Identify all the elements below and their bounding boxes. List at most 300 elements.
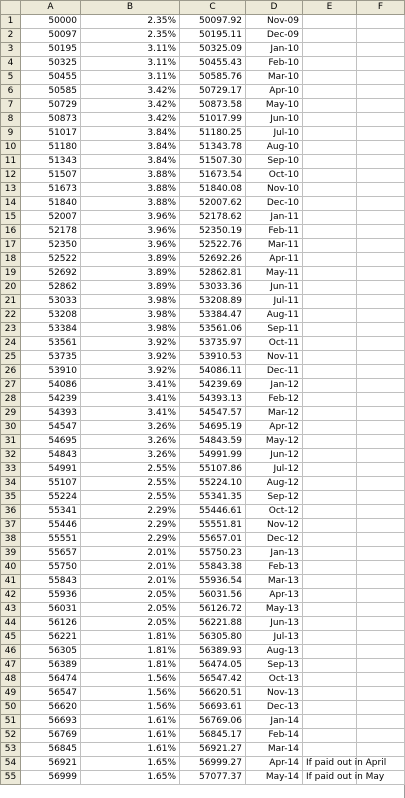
column-header-a[interactable]: A — [21, 1, 81, 15]
row-header[interactable]: 11 — [1, 155, 21, 169]
cell-c[interactable]: 53384.47 — [180, 309, 246, 323]
cell-a[interactable]: 52007 — [21, 211, 81, 225]
cell-c[interactable]: 51673.54 — [180, 169, 246, 183]
cell-d[interactable]: Sep-10 — [246, 155, 303, 169]
cell-b[interactable]: 3.96% — [81, 211, 180, 225]
cell-b[interactable]: 3.92% — [81, 337, 180, 351]
cell-c[interactable]: 56693.61 — [180, 701, 246, 715]
cell-c[interactable]: 56126.72 — [180, 603, 246, 617]
cell-c[interactable]: 54393.13 — [180, 393, 246, 407]
row-header[interactable]: 19 — [1, 267, 21, 281]
cell-b[interactable]: 2.55% — [81, 491, 180, 505]
cell-a[interactable]: 54695 — [21, 435, 81, 449]
cell-f[interactable] — [357, 379, 405, 393]
cell-e[interactable] — [303, 449, 357, 463]
cell-f[interactable] — [357, 659, 405, 673]
cell-d[interactable]: Apr-14 — [246, 757, 303, 771]
select-all-corner[interactable] — [1, 1, 21, 15]
cell-f[interactable] — [357, 701, 405, 715]
cell-a[interactable]: 55843 — [21, 575, 81, 589]
cell-c[interactable]: 56999.27 — [180, 757, 246, 771]
cell-a[interactable]: 54843 — [21, 449, 81, 463]
cell-f[interactable] — [357, 351, 405, 365]
cell-a[interactable]: 56305 — [21, 645, 81, 659]
cell-b[interactable]: 3.98% — [81, 295, 180, 309]
cell-d[interactable]: Aug-13 — [246, 645, 303, 659]
cell-b[interactable]: 3.42% — [81, 85, 180, 99]
cell-c[interactable]: 55657.01 — [180, 533, 246, 547]
cell-b[interactable]: 1.65% — [81, 757, 180, 771]
column-header-b[interactable]: B — [81, 1, 180, 15]
cell-f[interactable] — [357, 57, 405, 71]
cell-d[interactable]: Dec-12 — [246, 533, 303, 547]
cell-b[interactable]: 3.11% — [81, 57, 180, 71]
cell-e[interactable] — [303, 57, 357, 71]
cell-d[interactable]: Dec-09 — [246, 29, 303, 43]
row-header[interactable]: 53 — [1, 743, 21, 757]
cell-c[interactable]: 50729.17 — [180, 85, 246, 99]
cell-f[interactable] — [357, 421, 405, 435]
cell-c[interactable]: 52862.81 — [180, 267, 246, 281]
row-header[interactable]: 20 — [1, 281, 21, 295]
cell-a[interactable]: 56474 — [21, 673, 81, 687]
cell-f[interactable] — [357, 169, 405, 183]
cell-c[interactable]: 54991.99 — [180, 449, 246, 463]
cell-b[interactable]: 3.88% — [81, 197, 180, 211]
cell-d[interactable]: Sep-13 — [246, 659, 303, 673]
cell-f[interactable] — [357, 253, 405, 267]
row-header[interactable]: 47 — [1, 659, 21, 673]
cell-c[interactable]: 56474.05 — [180, 659, 246, 673]
cell-d[interactable]: Nov-10 — [246, 183, 303, 197]
cell-e[interactable] — [303, 421, 357, 435]
cell-b[interactable]: 3.98% — [81, 323, 180, 337]
cell-b[interactable]: 3.89% — [81, 281, 180, 295]
cell-f[interactable] — [357, 561, 405, 575]
cell-c[interactable]: 53033.36 — [180, 281, 246, 295]
row-header[interactable]: 43 — [1, 603, 21, 617]
cell-f[interactable] — [357, 71, 405, 85]
cell-b[interactable]: 2.01% — [81, 575, 180, 589]
row-header[interactable]: 17 — [1, 239, 21, 253]
cell-f[interactable] — [357, 43, 405, 57]
cell-e[interactable] — [303, 519, 357, 533]
cell-d[interactable]: Mar-10 — [246, 71, 303, 85]
cell-f[interactable] — [357, 393, 405, 407]
cell-c[interactable]: 52350.19 — [180, 225, 246, 239]
cell-b[interactable]: 2.29% — [81, 533, 180, 547]
cell-b[interactable]: 3.89% — [81, 267, 180, 281]
cell-a[interactable]: 50585 — [21, 85, 81, 99]
cell-f[interactable] — [357, 197, 405, 211]
cell-f[interactable] — [357, 435, 405, 449]
cell-b[interactable]: 1.81% — [81, 645, 180, 659]
column-header-d[interactable]: D — [246, 1, 303, 15]
cell-a[interactable]: 50729 — [21, 99, 81, 113]
cell-c[interactable]: 53735.97 — [180, 337, 246, 351]
cell-e[interactable] — [303, 323, 357, 337]
row-header[interactable]: 32 — [1, 449, 21, 463]
cell-a[interactable]: 51343 — [21, 155, 81, 169]
cell-e[interactable] — [303, 533, 357, 547]
cell-e[interactable] — [303, 561, 357, 575]
cell-c[interactable]: 50325.09 — [180, 43, 246, 57]
cell-a[interactable]: 51017 — [21, 127, 81, 141]
cell-b[interactable]: 3.42% — [81, 99, 180, 113]
cell-e[interactable] — [303, 183, 357, 197]
cell-a[interactable]: 50195 — [21, 43, 81, 57]
cell-e[interactable] — [303, 337, 357, 351]
cell-a[interactable]: 55551 — [21, 533, 81, 547]
cell-c[interactable]: 50195.11 — [180, 29, 246, 43]
row-header[interactable]: 10 — [1, 141, 21, 155]
cell-a[interactable]: 55750 — [21, 561, 81, 575]
cell-f[interactable] — [357, 603, 405, 617]
cell-e[interactable] — [303, 729, 357, 743]
cell-f[interactable] — [357, 575, 405, 589]
cell-a[interactable]: 51840 — [21, 197, 81, 211]
cell-d[interactable]: Oct-12 — [246, 505, 303, 519]
cell-d[interactable]: Jul-13 — [246, 631, 303, 645]
cell-b[interactable]: 2.05% — [81, 603, 180, 617]
cell-a[interactable]: 51673 — [21, 183, 81, 197]
cell-a[interactable]: 50325 — [21, 57, 81, 71]
cell-b[interactable]: 3.11% — [81, 71, 180, 85]
row-header[interactable]: 18 — [1, 253, 21, 267]
cell-d[interactable]: Feb-13 — [246, 561, 303, 575]
cell-e[interactable] — [303, 477, 357, 491]
cell-a[interactable]: 53384 — [21, 323, 81, 337]
cell-e[interactable] — [303, 645, 357, 659]
cell-e[interactable] — [303, 407, 357, 421]
row-header[interactable]: 36 — [1, 505, 21, 519]
cell-d[interactable]: Nov-09 — [246, 15, 303, 29]
cell-b[interactable]: 2.01% — [81, 547, 180, 561]
cell-b[interactable]: 1.65% — [81, 771, 180, 785]
cell-b[interactable]: 2.55% — [81, 477, 180, 491]
cell-b[interactable]: 1.61% — [81, 715, 180, 729]
row-header[interactable]: 22 — [1, 309, 21, 323]
cell-c[interactable]: 56547.42 — [180, 673, 246, 687]
cell-d[interactable]: Apr-11 — [246, 253, 303, 267]
cell-a[interactable]: 56620 — [21, 701, 81, 715]
cell-e[interactable] — [303, 141, 357, 155]
cell-f[interactable] — [357, 15, 405, 29]
cell-f[interactable] — [357, 113, 405, 127]
cell-d[interactable]: Mar-12 — [246, 407, 303, 421]
cell-e[interactable] — [303, 211, 357, 225]
cell-d[interactable]: Feb-12 — [246, 393, 303, 407]
cell-a[interactable]: 56769 — [21, 729, 81, 743]
row-header[interactable]: 2 — [1, 29, 21, 43]
row-header[interactable]: 55 — [1, 771, 21, 785]
cell-c[interactable]: 53910.53 — [180, 351, 246, 365]
row-header[interactable]: 37 — [1, 519, 21, 533]
cell-c[interactable]: 56921.27 — [180, 743, 246, 757]
cell-f[interactable] — [357, 211, 405, 225]
cell-b[interactable]: 3.98% — [81, 309, 180, 323]
row-header[interactable]: 49 — [1, 687, 21, 701]
cell-c[interactable]: 54547.57 — [180, 407, 246, 421]
row-header[interactable]: 27 — [1, 379, 21, 393]
cell-c[interactable]: 50585.76 — [180, 71, 246, 85]
cell-b[interactable]: 3.84% — [81, 141, 180, 155]
row-header[interactable]: 30 — [1, 421, 21, 435]
cell-f[interactable] — [357, 267, 405, 281]
cell-f[interactable] — [357, 645, 405, 659]
cell-e[interactable] — [303, 197, 357, 211]
row-header[interactable]: 14 — [1, 197, 21, 211]
cell-c[interactable]: 54086.11 — [180, 365, 246, 379]
cell-f[interactable] — [357, 449, 405, 463]
cell-f[interactable] — [357, 225, 405, 239]
cell-b[interactable]: 1.61% — [81, 729, 180, 743]
cell-b[interactable]: 3.89% — [81, 253, 180, 267]
cell-a[interactable]: 56845 — [21, 743, 81, 757]
cell-b[interactable]: 3.11% — [81, 43, 180, 57]
cell-e[interactable] — [303, 71, 357, 85]
cell-a[interactable]: 54547 — [21, 421, 81, 435]
row-header[interactable]: 54 — [1, 757, 21, 771]
cell-d[interactable]: Feb-11 — [246, 225, 303, 239]
cell-a[interactable]: 51180 — [21, 141, 81, 155]
cell-f[interactable] — [357, 85, 405, 99]
cell-d[interactable]: Aug-10 — [246, 141, 303, 155]
cell-a[interactable]: 53208 — [21, 309, 81, 323]
cell-c[interactable]: 55224.10 — [180, 477, 246, 491]
cell-c[interactable]: 53208.89 — [180, 295, 246, 309]
cell-c[interactable]: 51180.25 — [180, 127, 246, 141]
cell-c[interactable]: 55936.54 — [180, 575, 246, 589]
cell-d[interactable]: May-12 — [246, 435, 303, 449]
cell-b[interactable]: 1.81% — [81, 631, 180, 645]
cell-e[interactable] — [303, 379, 357, 393]
cell-c[interactable]: 56769.06 — [180, 715, 246, 729]
cell-a[interactable]: 55107 — [21, 477, 81, 491]
cell-d[interactable]: Nov-13 — [246, 687, 303, 701]
cell-d[interactable]: Jun-11 — [246, 281, 303, 295]
cell-a[interactable]: 50097 — [21, 29, 81, 43]
cell-c[interactable]: 56305.80 — [180, 631, 246, 645]
cell-a[interactable]: 54239 — [21, 393, 81, 407]
cell-e[interactable] — [303, 169, 357, 183]
cell-c[interactable]: 50873.58 — [180, 99, 246, 113]
cell-b[interactable]: 2.29% — [81, 519, 180, 533]
cell-a[interactable]: 50873 — [21, 113, 81, 127]
cell-e[interactable] — [303, 701, 357, 715]
column-header-e[interactable]: E — [303, 1, 357, 15]
cell-d[interactable]: Jan-11 — [246, 211, 303, 225]
cell-e[interactable] — [303, 267, 357, 281]
cell-e[interactable] — [303, 29, 357, 43]
cell-f[interactable] — [357, 365, 405, 379]
cell-d[interactable]: Oct-13 — [246, 673, 303, 687]
cell-e[interactable] — [303, 603, 357, 617]
cell-d[interactable]: May-10 — [246, 99, 303, 113]
cell-d[interactable]: Apr-10 — [246, 85, 303, 99]
cell-a[interactable]: 53910 — [21, 365, 81, 379]
column-header-c[interactable]: C — [180, 1, 246, 15]
row-header[interactable]: 33 — [1, 463, 21, 477]
row-header[interactable]: 9 — [1, 127, 21, 141]
cell-d[interactable]: Mar-13 — [246, 575, 303, 589]
cell-a[interactable]: 54086 — [21, 379, 81, 393]
cell-b[interactable]: 2.35% — [81, 15, 180, 29]
cell-c[interactable]: 55551.81 — [180, 519, 246, 533]
cell-d[interactable]: Jan-12 — [246, 379, 303, 393]
cell-b[interactable]: 3.88% — [81, 169, 180, 183]
row-header[interactable]: 28 — [1, 393, 21, 407]
cell-a[interactable]: 56921 — [21, 757, 81, 771]
row-header[interactable]: 12 — [1, 169, 21, 183]
row-header[interactable]: 35 — [1, 491, 21, 505]
cell-a[interactable]: 54393 — [21, 407, 81, 421]
cell-d[interactable]: May-14 — [246, 771, 303, 785]
cell-e[interactable] — [303, 463, 357, 477]
cell-e[interactable] — [303, 687, 357, 701]
cell-f[interactable] — [357, 589, 405, 603]
cell-d[interactable]: Sep-12 — [246, 491, 303, 505]
cell-c[interactable]: 55750.23 — [180, 547, 246, 561]
cell-c[interactable]: 51840.08 — [180, 183, 246, 197]
cell-f[interactable] — [357, 631, 405, 645]
cell-a[interactable]: 50455 — [21, 71, 81, 85]
cell-d[interactable]: Dec-13 — [246, 701, 303, 715]
cell-f[interactable] — [357, 533, 405, 547]
cell-b[interactable]: 3.26% — [81, 421, 180, 435]
row-header[interactable]: 34 — [1, 477, 21, 491]
cell-a[interactable]: 55657 — [21, 547, 81, 561]
row-header[interactable]: 25 — [1, 351, 21, 365]
cell-b[interactable]: 1.56% — [81, 687, 180, 701]
cell-e[interactable] — [303, 239, 357, 253]
cell-e[interactable] — [303, 743, 357, 757]
row-header[interactable]: 1 — [1, 15, 21, 29]
cell-d[interactable]: Feb-10 — [246, 57, 303, 71]
cell-d[interactable]: Aug-12 — [246, 477, 303, 491]
row-header[interactable]: 29 — [1, 407, 21, 421]
cell-c[interactable]: 56221.88 — [180, 617, 246, 631]
cell-e[interactable] — [303, 393, 357, 407]
cell-d[interactable]: Dec-10 — [246, 197, 303, 211]
cell-b[interactable]: 1.56% — [81, 673, 180, 687]
cell-c[interactable]: 54695.19 — [180, 421, 246, 435]
cell-f[interactable] — [357, 281, 405, 295]
row-header[interactable]: 21 — [1, 295, 21, 309]
cell-c[interactable]: 52692.26 — [180, 253, 246, 267]
cell-e[interactable] — [303, 351, 357, 365]
row-header[interactable]: 50 — [1, 701, 21, 715]
cell-e[interactable] — [303, 435, 357, 449]
cell-d[interactable]: Jun-13 — [246, 617, 303, 631]
row-header[interactable]: 26 — [1, 365, 21, 379]
cell-a[interactable]: 56693 — [21, 715, 81, 729]
row-header[interactable]: 46 — [1, 645, 21, 659]
row-header[interactable]: 48 — [1, 673, 21, 687]
cell-e[interactable] — [303, 281, 357, 295]
cell-e[interactable] — [303, 575, 357, 589]
cell-d[interactable]: Oct-10 — [246, 169, 303, 183]
cell-a[interactable]: 51507 — [21, 169, 81, 183]
cell-b[interactable]: 3.96% — [81, 239, 180, 253]
cell-d[interactable]: Jan-14 — [246, 715, 303, 729]
cell-d[interactable]: Jul-12 — [246, 463, 303, 477]
row-header[interactable]: 3 — [1, 43, 21, 57]
cell-b[interactable]: 1.56% — [81, 701, 180, 715]
cell-f[interactable] — [357, 239, 405, 253]
cell-d[interactable]: Oct-11 — [246, 337, 303, 351]
cell-e[interactable] — [303, 127, 357, 141]
cell-e[interactable] — [303, 225, 357, 239]
cell-c[interactable]: 51343.78 — [180, 141, 246, 155]
row-header[interactable]: 39 — [1, 547, 21, 561]
cell-f[interactable] — [357, 617, 405, 631]
cell-c[interactable]: 52522.76 — [180, 239, 246, 253]
cell-a[interactable]: 52862 — [21, 281, 81, 295]
cell-e[interactable] — [303, 295, 357, 309]
cell-b[interactable]: 1.61% — [81, 743, 180, 757]
cell-c[interactable]: 56845.17 — [180, 729, 246, 743]
cell-a[interactable]: 56031 — [21, 603, 81, 617]
cell-e[interactable] — [303, 505, 357, 519]
cell-e[interactable] — [303, 43, 357, 57]
cell-f[interactable] — [357, 729, 405, 743]
row-header[interactable]: 38 — [1, 533, 21, 547]
cell-e[interactable] — [303, 491, 357, 505]
cell-a[interactable]: 52692 — [21, 267, 81, 281]
cell-e[interactable] — [303, 631, 357, 645]
cell-b[interactable]: 2.35% — [81, 29, 180, 43]
cell-e[interactable] — [303, 617, 357, 631]
cell-d[interactable]: Sep-11 — [246, 323, 303, 337]
cell-b[interactable]: 3.84% — [81, 155, 180, 169]
cell-f[interactable] — [357, 309, 405, 323]
row-header[interactable]: 44 — [1, 617, 21, 631]
cell-d[interactable]: Mar-11 — [246, 239, 303, 253]
cell-a[interactable]: 52522 — [21, 253, 81, 267]
cell-f[interactable] — [357, 407, 405, 421]
cell-b[interactable]: 3.41% — [81, 379, 180, 393]
cell-a[interactable]: 56999 — [21, 771, 81, 785]
cell-c[interactable]: 55843.38 — [180, 561, 246, 575]
row-header[interactable]: 5 — [1, 71, 21, 85]
cell-b[interactable]: 3.41% — [81, 407, 180, 421]
cell-e[interactable] — [303, 99, 357, 113]
cell-f[interactable] — [357, 337, 405, 351]
cell-c[interactable]: 56620.51 — [180, 687, 246, 701]
cell-e[interactable] — [303, 365, 357, 379]
cell-e[interactable] — [303, 253, 357, 267]
cell-a[interactable]: 53561 — [21, 337, 81, 351]
cell-f[interactable] — [357, 29, 405, 43]
cell-c[interactable]: 57077.37 — [180, 771, 246, 785]
cell-a[interactable]: 55936 — [21, 589, 81, 603]
cell-e[interactable] — [303, 715, 357, 729]
cell-c[interactable]: 56031.56 — [180, 589, 246, 603]
cell-e[interactable] — [303, 309, 357, 323]
cell-a[interactable]: 56221 — [21, 631, 81, 645]
cell-c[interactable]: 52007.62 — [180, 197, 246, 211]
cell-d[interactable]: Jun-10 — [246, 113, 303, 127]
cell-f[interactable] — [357, 743, 405, 757]
cell-e[interactable] — [303, 85, 357, 99]
cell-d[interactable]: Jun-12 — [246, 449, 303, 463]
cell-d[interactable]: Dec-11 — [246, 365, 303, 379]
row-header[interactable]: 23 — [1, 323, 21, 337]
row-header[interactable]: 8 — [1, 113, 21, 127]
cell-d[interactable]: Aug-11 — [246, 309, 303, 323]
column-header-f[interactable]: F — [357, 1, 405, 15]
